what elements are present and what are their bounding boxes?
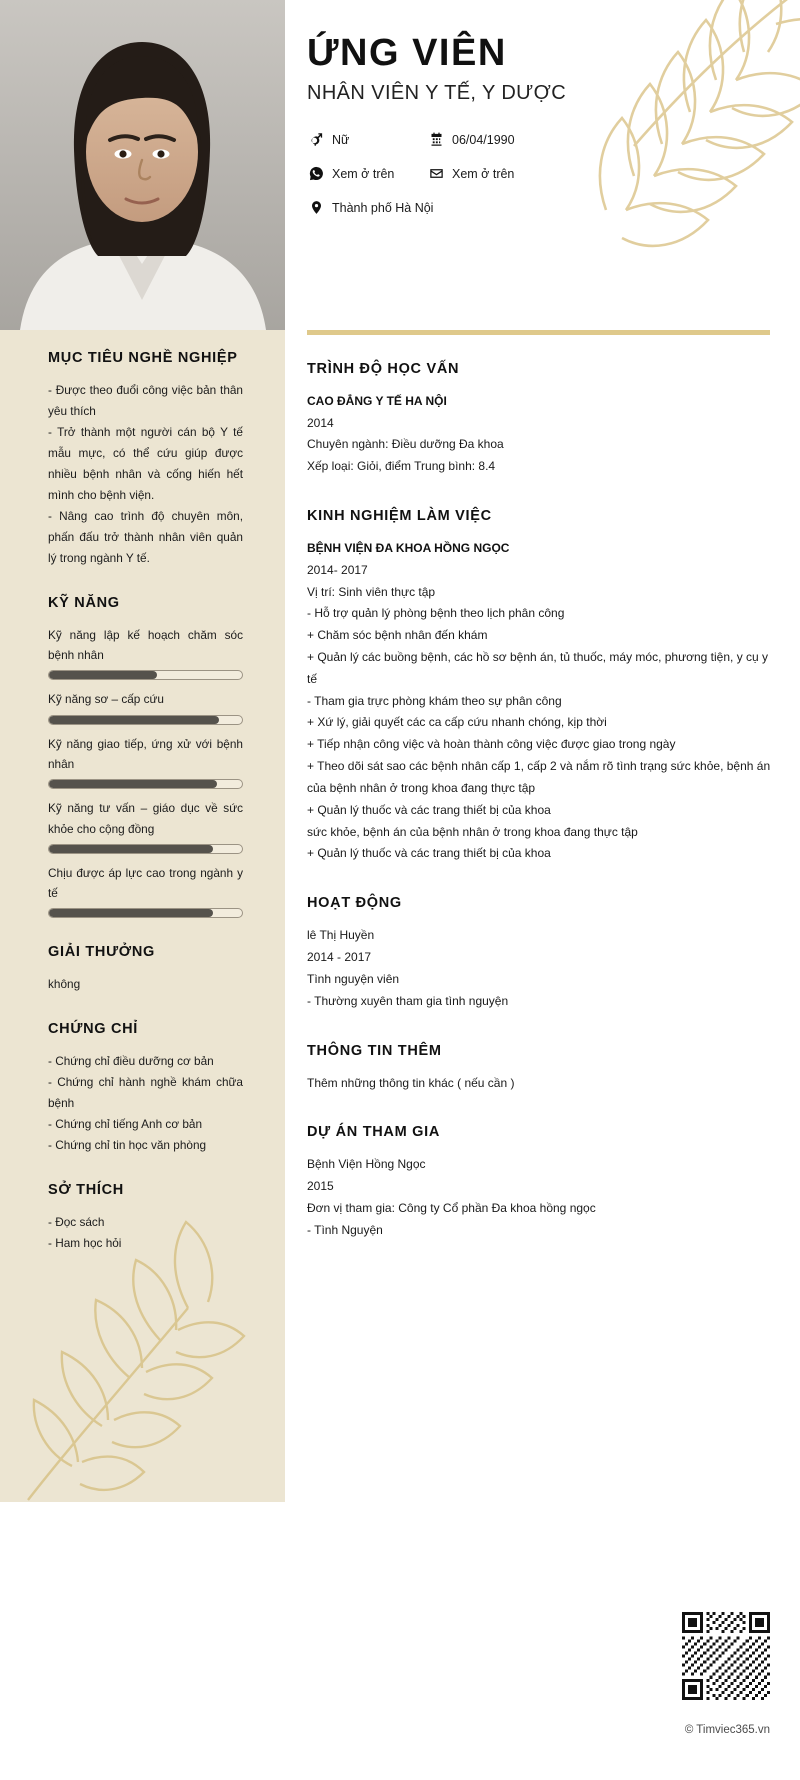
objective-line: - Được theo đuổi công việc bản thân yêu thích [48, 383, 243, 418]
education-line: Xếp loại: Giỏi, điểm Trung bình: 8.4 [307, 459, 496, 474]
project-line: Bệnh Viện Hồng Ngọc [307, 1157, 426, 1172]
page-title: ỨNG VIÊN [307, 32, 507, 74]
activity-line: lê Thị Huyền [307, 928, 375, 943]
skill-label: Kỹ năng tư vấn – giáo dục về sức khỏe cho cộng đồng [48, 801, 243, 836]
objective-line: - Nâng cao trình độ chuyên môn, phấn đấu trở thành nhân viên quản lý trong ngành Y tế. [48, 508, 243, 565]
qr-code [682, 1612, 770, 1700]
experience-line: + Theo dõi sát sao các bệnh nhân cấp 1, cấp 2 và nắm rõ tình trạng sức khỏe, bệnh án của bệnh nhân ở trong khoa đang thực tập [307, 759, 771, 795]
envelope-icon [427, 165, 445, 183]
skill-bar [48, 715, 243, 725]
experience-line: + Quản lý thuốc và các trang thiết bị của khoa [307, 846, 551, 861]
more-info-line: Thêm những thông tin khác ( nếu cần ) [307, 1075, 515, 1090]
certificate-line: - Chứng chỉ hành nghề khám chữa bệnh [48, 1075, 243, 1111]
activities-heading: HOẠT ĐỘNG [307, 895, 402, 912]
activity-line: Tình nguyện viên [307, 971, 400, 986]
skill-bar-fill [49, 716, 219, 724]
certificate-line: - Chứng chỉ tiếng Anh cơ bản [48, 1117, 203, 1132]
contact-row [307, 199, 770, 217]
skill-bar [48, 779, 243, 789]
skill-label: Kỹ năng sơ – cấp cứu [48, 692, 164, 707]
contact-phone-value: Xem ở trên [332, 166, 395, 181]
contact-gender-value: Nữ [332, 132, 350, 147]
leaf-decoration-icon [10, 1212, 270, 1502]
experience-line: - Hỗ trợ quản lý phòng bệnh theo lịch phân công [307, 606, 565, 621]
education-line: 2014 [307, 415, 334, 430]
location-pin-icon [307, 199, 325, 217]
activity-line: - Thường xuyên tham gia tình nguyện [307, 993, 509, 1008]
experience-line: + Tiếp nhận công việc và hoàn thành công việc được giao trong ngày [307, 737, 676, 752]
contact-email-value: Xem ở trên [452, 166, 515, 181]
skill-bar [48, 908, 243, 918]
skill-bar [48, 670, 243, 680]
activity-line: 2014 - 2017 [307, 950, 372, 965]
contact-address-value: Thành phố Hà Nội [332, 200, 434, 215]
skill-item [48, 863, 243, 919]
certificate-line: - Chứng chỉ tin học văn phòng [48, 1138, 207, 1153]
hobby-line: - Đọc sách [48, 1215, 105, 1230]
skill-item [48, 689, 243, 724]
contact-phone [307, 165, 427, 183]
skill-label: Kỹ năng lập kế hoạch chăm sóc bệnh nhân [48, 627, 243, 663]
skill-item [48, 625, 243, 681]
skill-bar-fill [49, 780, 217, 788]
contact-row [307, 165, 770, 183]
main-content [285, 335, 800, 1242]
experience-line: 2014- 2017 [307, 562, 368, 577]
projects-heading: DỰ ÁN THAM GIA [307, 1124, 440, 1141]
main-column [285, 0, 800, 1780]
contact-info [307, 131, 770, 217]
objective-line: - Trở thành một người cán bộ Y tế mẫu mực, có thể cứu giúp được nhiều bệnh nhân và cống hiến hết mình cho bệnh viện. [48, 424, 243, 502]
education-line: Chuyên ngành: Điều dưỡng Đa khoa [307, 437, 504, 452]
contact-birthdate [427, 131, 515, 149]
footer-credit: © Timviec365.vn [684, 1724, 770, 1736]
project-line: 2015 [307, 1179, 334, 1194]
skill-label: Kỹ năng giao tiếp, ứng xử với bệnh nhân [48, 736, 243, 771]
certificate-line: - Chứng chỉ điều dưỡng cơ bản [48, 1054, 214, 1069]
candidate-photo [0, 0, 285, 330]
experience-line: sức khỏe, bệnh án của bệnh nhân ở trong khoa đang thực tập [307, 824, 638, 839]
more-info-heading: THÔNG TIN THÊM [307, 1042, 442, 1059]
awards-heading: GIẢI THƯỞNG [48, 944, 156, 961]
education-school: CAO ĐẲNG Y TẾ HA NỘI [307, 394, 447, 408]
skill-bar-fill [49, 845, 213, 853]
project-line: - Tình Nguyện [307, 1222, 383, 1237]
contact-gender [307, 131, 427, 149]
certificates-heading: CHỨNG CHỈ [48, 1021, 139, 1038]
experience-line: + Chăm sóc bệnh nhân đến khám [307, 628, 488, 643]
contact-row [307, 131, 770, 149]
experience-line: + Quản lý thuốc và các trang thiết bị của khoa [307, 802, 551, 817]
contact-birthdate-value: 06/04/1990 [452, 132, 515, 147]
phone-icon [307, 165, 325, 183]
project-line: Đơn vị tham gia: Công ty Cổ phần Đa khoa hồng ngọc [307, 1201, 596, 1216]
objective-heading: MỤC TIÊU NGHỀ NGHIỆP [48, 350, 238, 366]
hobbies-heading: SỞ THÍCH [48, 1182, 124, 1199]
contact-address [307, 199, 433, 217]
hobby-line: - Ham học hỏi [48, 1236, 122, 1251]
skill-item [48, 798, 243, 854]
gender-icon [307, 131, 325, 149]
calendar-icon [427, 131, 445, 149]
skills-heading: KỸ NĂNG [48, 594, 120, 611]
experience-line: - Tham gia trực phòng khám theo sự phân công [307, 693, 562, 708]
experience-line: + Xứ lý, giải quyết các ca cấp cứu nhanh chóng, kịp thời [307, 715, 607, 730]
header [285, 0, 800, 330]
contact-email [427, 165, 514, 183]
skill-bar [48, 844, 243, 854]
education-heading: TRÌNH ĐỘ HỌC VẤN [307, 361, 460, 377]
skill-label: Chịu được áp lực cao trong ngành y tế [48, 865, 243, 901]
experience-line: Vị trí: Sinh viên thực tập [307, 584, 436, 599]
experience-heading: KINH NGHIỆM LÀM VIỆC [307, 508, 492, 525]
sidebar [0, 0, 285, 1502]
awards-line: không [48, 977, 81, 992]
skill-item [48, 734, 243, 790]
sidebar-content [0, 330, 285, 1254]
experience-line: + Quản lý các buồng bệnh, các hồ sơ bệnh án, tủ thuốc, máy móc, phương tiện, y cụ y tế [307, 649, 769, 686]
skill-bar-fill [49, 671, 157, 679]
skill-bar-fill [49, 909, 213, 917]
experience-company: BỆNH VIỆN ĐA KHOA HỒNG NGỌC [307, 541, 510, 556]
job-title: NHÂN VIÊN Y TẾ, Y DƯỢC [307, 81, 567, 104]
